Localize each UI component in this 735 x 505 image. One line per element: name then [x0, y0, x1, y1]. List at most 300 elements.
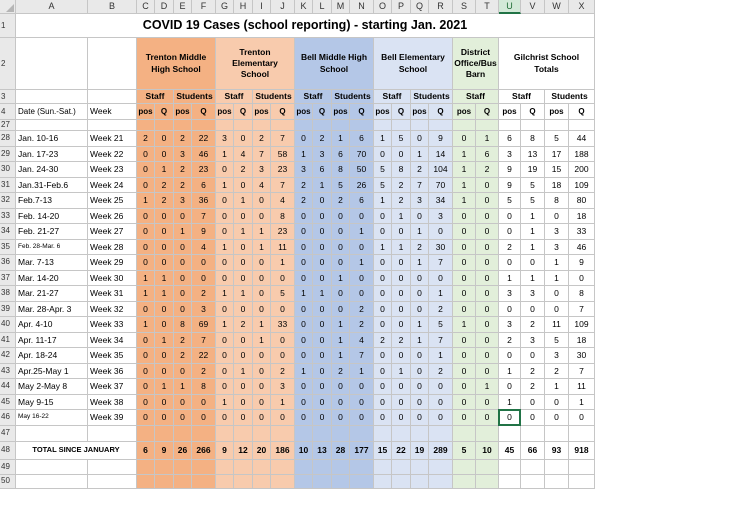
value-cell[interactable]: 0: [216, 271, 234, 287]
value-cell[interactable]: 8: [192, 379, 216, 395]
value-cell[interactable]: 0: [137, 162, 155, 178]
value-cell[interactable]: 23: [271, 224, 295, 240]
value-cell[interactable]: 8: [271, 209, 295, 225]
value-cell[interactable]: 2: [392, 333, 411, 349]
column-header-d[interactable]: D: [155, 0, 174, 14]
empty-cell[interactable]: [137, 475, 155, 489]
value-cell[interactable]: 1: [350, 224, 374, 240]
value-cell[interactable]: 0: [499, 255, 521, 271]
empty-cell[interactable]: [569, 475, 595, 489]
value-cell[interactable]: 0: [234, 255, 253, 271]
column-header-g[interactable]: G: [216, 0, 234, 14]
value-cell[interactable]: 1: [453, 193, 476, 209]
cell-row27[interactable]: [192, 120, 216, 131]
value-cell[interactable]: 2: [192, 286, 216, 302]
total-value-cell[interactable]: 289: [429, 442, 453, 460]
cell-row27[interactable]: [499, 120, 521, 131]
value-cell[interactable]: 1: [411, 224, 429, 240]
row-header[interactable]: 49: [0, 460, 16, 475]
value-cell[interactable]: 0: [174, 209, 192, 225]
value-cell[interactable]: 0: [216, 209, 234, 225]
value-cell[interactable]: 2: [392, 193, 411, 209]
value-cell[interactable]: 0: [374, 271, 392, 287]
value-cell[interactable]: 0: [476, 193, 499, 209]
value-cell[interactable]: 0: [216, 379, 234, 395]
value-cell[interactable]: 1: [521, 240, 545, 256]
value-cell[interactable]: 0: [295, 302, 313, 318]
value-cell[interactable]: 50: [350, 162, 374, 178]
value-cell[interactable]: 0: [295, 348, 313, 364]
value-cell[interactable]: 1: [499, 271, 521, 287]
value-cell[interactable]: 104: [429, 162, 453, 178]
value-cell[interactable]: 1: [521, 224, 545, 240]
value-cell[interactable]: 0: [332, 302, 350, 318]
value-cell[interactable]: 80: [569, 193, 595, 209]
value-cell[interactable]: 3: [521, 286, 545, 302]
week-cell[interactable]: Week 38: [88, 395, 137, 411]
value-cell[interactable]: 0: [499, 224, 521, 240]
empty-cell[interactable]: [216, 475, 234, 489]
value-cell[interactable]: 2: [295, 178, 313, 194]
row-header[interactable]: 50: [0, 475, 16, 489]
value-cell[interactable]: 0: [155, 348, 174, 364]
value-cell[interactable]: 2: [234, 317, 253, 333]
value-cell[interactable]: 0: [374, 302, 392, 318]
empty-cell[interactable]: [429, 475, 453, 489]
date-cell[interactable]: Mar. 21-27: [16, 286, 88, 302]
value-cell[interactable]: 1: [234, 224, 253, 240]
value-cell[interactable]: 6: [313, 162, 332, 178]
date-cell[interactable]: Feb. 28-Mar. 6: [16, 240, 88, 256]
value-cell[interactable]: 17: [545, 147, 569, 163]
cell-row27[interactable]: [313, 120, 332, 131]
value-cell[interactable]: 0: [313, 271, 332, 287]
value-cell[interactable]: 3: [429, 209, 453, 225]
total-value-cell[interactable]: 186: [271, 442, 295, 460]
value-cell[interactable]: 0: [429, 395, 453, 411]
value-cell[interactable]: 9: [429, 131, 453, 147]
value-cell[interactable]: 0: [234, 178, 253, 194]
value-cell[interactable]: 0: [216, 255, 234, 271]
value-cell[interactable]: 0: [253, 193, 271, 209]
row-header[interactable]: 30: [0, 162, 16, 178]
row-header[interactable]: 1: [0, 14, 16, 38]
value-cell[interactable]: 0: [313, 317, 332, 333]
value-cell[interactable]: 0: [332, 240, 350, 256]
empty-cell[interactable]: [271, 475, 295, 489]
cell-row27[interactable]: [476, 120, 499, 131]
total-value-cell[interactable]: 13: [313, 442, 332, 460]
week-cell[interactable]: Week 22: [88, 147, 137, 163]
value-cell[interactable]: 9: [499, 178, 521, 194]
value-cell[interactable]: 1: [234, 193, 253, 209]
week-cell[interactable]: Week 29: [88, 255, 137, 271]
value-cell[interactable]: 8: [392, 162, 411, 178]
value-cell[interactable]: 0: [411, 209, 429, 225]
value-cell[interactable]: 0: [234, 379, 253, 395]
value-cell[interactable]: 5: [374, 178, 392, 194]
value-cell[interactable]: 0: [374, 255, 392, 271]
value-cell[interactable]: 2: [499, 240, 521, 256]
value-cell[interactable]: 0: [476, 240, 499, 256]
value-cell[interactable]: 0: [569, 271, 595, 287]
cell-row27[interactable]: [392, 120, 411, 131]
value-cell[interactable]: 0: [392, 147, 411, 163]
value-cell[interactable]: 6: [499, 131, 521, 147]
value-cell[interactable]: 0: [392, 271, 411, 287]
cell-row27[interactable]: [216, 120, 234, 131]
value-cell[interactable]: 0: [374, 147, 392, 163]
value-cell[interactable]: 0: [216, 302, 234, 318]
value-cell[interactable]: 0: [374, 395, 392, 411]
empty-cell[interactable]: [295, 460, 313, 475]
cell-row27[interactable]: [16, 120, 88, 131]
value-cell[interactable]: 0: [374, 209, 392, 225]
cell-row47[interactable]: [429, 426, 453, 442]
value-cell[interactable]: 4: [253, 178, 271, 194]
value-cell[interactable]: 0: [137, 379, 155, 395]
value-cell[interactable]: 0: [253, 348, 271, 364]
value-cell[interactable]: 0: [174, 364, 192, 380]
value-cell[interactable]: 0: [216, 410, 234, 426]
cell-row27[interactable]: [271, 120, 295, 131]
empty-cell[interactable]: [271, 460, 295, 475]
value-cell[interactable]: 0: [253, 302, 271, 318]
value-cell[interactable]: 3: [521, 333, 545, 349]
row-header[interactable]: 27: [0, 120, 16, 131]
cell-row47[interactable]: [499, 426, 521, 442]
value-cell[interactable]: 7: [271, 178, 295, 194]
value-cell[interactable]: 0: [295, 395, 313, 411]
empty-cell[interactable]: [453, 475, 476, 489]
empty-cell[interactable]: [155, 460, 174, 475]
value-cell[interactable]: 0: [521, 410, 545, 426]
value-cell[interactable]: 6: [192, 178, 216, 194]
row-header[interactable]: 45: [0, 395, 16, 411]
value-cell[interactable]: 2: [271, 364, 295, 380]
value-cell[interactable]: 8: [332, 162, 350, 178]
empty-cell[interactable]: [332, 475, 350, 489]
value-cell[interactable]: 26: [350, 178, 374, 194]
value-cell[interactable]: 2: [476, 162, 499, 178]
empty-cell[interactable]: [476, 475, 499, 489]
row-header[interactable]: 39: [0, 302, 16, 318]
total-value-cell[interactable]: 19: [411, 442, 429, 460]
value-cell[interactable]: 2: [174, 178, 192, 194]
value-cell[interactable]: 8: [545, 193, 569, 209]
value-cell[interactable]: 0: [234, 240, 253, 256]
empty-cell[interactable]: [234, 460, 253, 475]
value-cell[interactable]: 13: [521, 147, 545, 163]
value-cell[interactable]: 1: [499, 364, 521, 380]
value-cell[interactable]: 109: [569, 317, 595, 333]
value-cell[interactable]: 19: [521, 162, 545, 178]
cell-row47[interactable]: [332, 426, 350, 442]
value-cell[interactable]: 0: [174, 255, 192, 271]
row-header[interactable]: 40: [0, 317, 16, 333]
value-cell[interactable]: 0: [545, 286, 569, 302]
cell-row47[interactable]: [476, 426, 499, 442]
week-cell[interactable]: Week 34: [88, 333, 137, 349]
cell-row47[interactable]: [16, 426, 88, 442]
value-cell[interactable]: 3: [545, 240, 569, 256]
value-cell[interactable]: 1: [137, 317, 155, 333]
row-header[interactable]: 36: [0, 255, 16, 271]
value-cell[interactable]: 0: [499, 302, 521, 318]
value-cell[interactable]: 2: [332, 193, 350, 209]
value-cell[interactable]: 0: [521, 348, 545, 364]
empty-cell[interactable]: [374, 475, 392, 489]
value-cell[interactable]: 44: [569, 131, 595, 147]
week-cell[interactable]: Week 36: [88, 364, 137, 380]
value-cell[interactable]: 0: [295, 240, 313, 256]
row-header[interactable]: 38: [0, 286, 16, 302]
value-cell[interactable]: 5: [332, 178, 350, 194]
column-header-u[interactable]: U: [499, 0, 521, 14]
empty-cell[interactable]: [411, 475, 429, 489]
value-cell[interactable]: 0: [374, 348, 392, 364]
value-cell[interactable]: 0: [521, 395, 545, 411]
value-cell[interactable]: 0: [137, 333, 155, 349]
value-cell[interactable]: 0: [137, 209, 155, 225]
total-value-cell[interactable]: 918: [569, 442, 595, 460]
value-cell[interactable]: 2: [234, 162, 253, 178]
column-header-q[interactable]: Q: [411, 0, 429, 14]
value-cell[interactable]: 0: [476, 209, 499, 225]
value-cell[interactable]: 1: [411, 255, 429, 271]
value-cell[interactable]: 0: [350, 271, 374, 287]
value-cell[interactable]: 0: [350, 379, 374, 395]
value-cell[interactable]: 3: [216, 131, 234, 147]
cell-row47[interactable]: [192, 426, 216, 442]
week-cell[interactable]: Week 24: [88, 178, 137, 194]
date-cell[interactable]: Jan. 10-16: [16, 131, 88, 147]
value-cell[interactable]: 0: [499, 348, 521, 364]
value-cell[interactable]: 0: [253, 286, 271, 302]
total-value-cell[interactable]: 22: [392, 442, 411, 460]
value-cell[interactable]: 0: [453, 224, 476, 240]
value-cell[interactable]: 1: [332, 348, 350, 364]
value-cell[interactable]: 1: [216, 317, 234, 333]
value-cell[interactable]: 7: [569, 364, 595, 380]
value-cell[interactable]: 3: [174, 147, 192, 163]
value-cell[interactable]: 0: [253, 410, 271, 426]
date-cell[interactable]: Mar. 7-13: [16, 255, 88, 271]
date-cell[interactable]: Mar. 14-20: [16, 271, 88, 287]
value-cell[interactable]: 0: [476, 364, 499, 380]
value-cell[interactable]: 1: [216, 178, 234, 194]
value-cell[interactable]: 0: [392, 286, 411, 302]
column-header-c[interactable]: C: [137, 0, 155, 14]
value-cell[interactable]: 1: [332, 333, 350, 349]
empty-cell[interactable]: [192, 475, 216, 489]
value-cell[interactable]: 0: [453, 333, 476, 349]
row-header[interactable]: 31: [0, 178, 16, 194]
value-cell[interactable]: 2: [295, 193, 313, 209]
value-cell[interactable]: 6: [350, 131, 374, 147]
value-cell[interactable]: 0: [545, 395, 569, 411]
value-cell[interactable]: 7: [569, 302, 595, 318]
value-cell[interactable]: 1: [374, 131, 392, 147]
date-cell[interactable]: Mar. 28-Apr. 3: [16, 302, 88, 318]
value-cell[interactable]: 0: [392, 317, 411, 333]
value-cell[interactable]: 3: [295, 162, 313, 178]
empty-cell[interactable]: [476, 460, 499, 475]
value-cell[interactable]: 0: [392, 255, 411, 271]
value-cell[interactable]: 2: [313, 131, 332, 147]
week-cell[interactable]: Week 21: [88, 131, 137, 147]
cell-row27[interactable]: [545, 120, 569, 131]
value-cell[interactable]: 0: [332, 255, 350, 271]
value-cell[interactable]: 0: [137, 224, 155, 240]
value-cell[interactable]: 7: [253, 147, 271, 163]
value-cell[interactable]: 0: [392, 410, 411, 426]
value-cell[interactable]: 2: [545, 364, 569, 380]
value-cell[interactable]: 1: [137, 286, 155, 302]
row-header[interactable]: 37: [0, 271, 16, 287]
column-header-i[interactable]: I: [253, 0, 271, 14]
value-cell[interactable]: 7: [192, 333, 216, 349]
value-cell[interactable]: 1: [155, 379, 174, 395]
value-cell[interactable]: 3: [499, 317, 521, 333]
value-cell[interactable]: 0: [253, 379, 271, 395]
value-cell[interactable]: 7: [429, 255, 453, 271]
value-cell[interactable]: 0: [313, 224, 332, 240]
value-cell[interactable]: 5: [545, 333, 569, 349]
value-cell[interactable]: 0: [332, 395, 350, 411]
value-cell[interactable]: 0: [411, 131, 429, 147]
total-value-cell[interactable]: 66: [521, 442, 545, 460]
value-cell[interactable]: 1: [137, 193, 155, 209]
value-cell[interactable]: 1: [234, 364, 253, 380]
total-value-cell[interactable]: 266: [192, 442, 216, 460]
value-cell[interactable]: 0: [350, 395, 374, 411]
value-cell[interactable]: 33: [569, 224, 595, 240]
total-value-cell[interactable]: 45: [499, 442, 521, 460]
value-cell[interactable]: 0: [411, 364, 429, 380]
value-cell[interactable]: 5: [499, 193, 521, 209]
value-cell[interactable]: 0: [137, 410, 155, 426]
column-header-v[interactable]: V: [521, 0, 545, 14]
value-cell[interactable]: 0: [137, 240, 155, 256]
value-cell[interactable]: 0: [499, 379, 521, 395]
value-cell[interactable]: 22: [192, 131, 216, 147]
value-cell[interactable]: 1: [271, 255, 295, 271]
value-cell[interactable]: 0: [155, 147, 174, 163]
value-cell[interactable]: 0: [374, 286, 392, 302]
value-cell[interactable]: 1: [253, 333, 271, 349]
value-cell[interactable]: 0: [476, 178, 499, 194]
value-cell[interactable]: 0: [429, 410, 453, 426]
value-cell[interactable]: 30: [429, 240, 453, 256]
cell-row47[interactable]: [174, 426, 192, 442]
value-cell[interactable]: 0: [453, 302, 476, 318]
value-cell[interactable]: 0: [374, 317, 392, 333]
value-cell[interactable]: 0: [216, 364, 234, 380]
value-cell[interactable]: 0: [271, 410, 295, 426]
value-cell[interactable]: 69: [192, 317, 216, 333]
value-cell[interactable]: 0: [521, 255, 545, 271]
value-cell[interactable]: 0: [137, 147, 155, 163]
date-cell[interactable]: Jan.31-Feb.6: [16, 178, 88, 194]
value-cell[interactable]: 1: [453, 317, 476, 333]
value-cell[interactable]: 1: [155, 162, 174, 178]
value-cell[interactable]: 0: [313, 255, 332, 271]
empty-cell[interactable]: [521, 475, 545, 489]
value-cell[interactable]: 0: [476, 348, 499, 364]
value-cell[interactable]: 9: [192, 224, 216, 240]
value-cell[interactable]: 109: [569, 178, 595, 194]
value-cell[interactable]: 5: [429, 317, 453, 333]
value-cell[interactable]: 0: [332, 224, 350, 240]
total-value-cell[interactable]: 177: [350, 442, 374, 460]
value-cell[interactable]: 0: [411, 286, 429, 302]
value-cell[interactable]: 0: [234, 209, 253, 225]
value-cell[interactable]: 1: [332, 131, 350, 147]
value-cell[interactable]: 0: [453, 255, 476, 271]
value-cell[interactable]: 0: [155, 395, 174, 411]
value-cell[interactable]: 7: [350, 348, 374, 364]
empty-cell[interactable]: [234, 475, 253, 489]
value-cell[interactable]: 0: [155, 364, 174, 380]
value-cell[interactable]: 2: [521, 379, 545, 395]
value-cell[interactable]: 5: [521, 193, 545, 209]
value-cell[interactable]: 1: [429, 286, 453, 302]
empty-cell[interactable]: [411, 460, 429, 475]
cell-row47[interactable]: [521, 426, 545, 442]
value-cell[interactable]: 0: [216, 333, 234, 349]
week-cell[interactable]: Week 35: [88, 348, 137, 364]
cell-row47[interactable]: [392, 426, 411, 442]
value-cell[interactable]: 1: [569, 395, 595, 411]
value-cell[interactable]: 2: [521, 317, 545, 333]
value-cell[interactable]: 0: [155, 302, 174, 318]
week-cell[interactable]: Week 26: [88, 209, 137, 225]
value-cell[interactable]: 0: [429, 224, 453, 240]
cell-row47[interactable]: [137, 426, 155, 442]
value-cell[interactable]: 1: [411, 147, 429, 163]
value-cell[interactable]: 0: [313, 395, 332, 411]
value-cell[interactable]: 5: [521, 178, 545, 194]
cell-row47[interactable]: [569, 426, 595, 442]
value-cell[interactable]: 0: [234, 395, 253, 411]
date-cell[interactable]: Apr.25-May 1: [16, 364, 88, 380]
value-cell[interactable]: 1: [313, 178, 332, 194]
week-cell[interactable]: Week 28: [88, 240, 137, 256]
value-cell[interactable]: 0: [350, 240, 374, 256]
value-cell[interactable]: 1: [521, 209, 545, 225]
date-cell[interactable]: Jan. 17-23: [16, 147, 88, 163]
value-cell[interactable]: 0: [174, 271, 192, 287]
value-cell[interactable]: 1: [429, 348, 453, 364]
value-cell[interactable]: 0: [295, 209, 313, 225]
cell-row47[interactable]: [313, 426, 332, 442]
value-cell[interactable]: 7: [429, 333, 453, 349]
value-cell[interactable]: 0: [313, 410, 332, 426]
empty-cell[interactable]: [499, 475, 521, 489]
date-cell[interactable]: Feb. 14-20: [16, 209, 88, 225]
value-cell[interactable]: 0: [411, 348, 429, 364]
row-header[interactable]: 44: [0, 379, 16, 395]
date-cell[interactable]: Apr. 18-24: [16, 348, 88, 364]
value-cell[interactable]: 0: [476, 333, 499, 349]
value-cell[interactable]: 11: [569, 379, 595, 395]
value-cell[interactable]: 8: [569, 286, 595, 302]
column-header-l[interactable]: L: [313, 0, 332, 14]
value-cell[interactable]: 0: [332, 410, 350, 426]
value-cell[interactable]: 3: [411, 193, 429, 209]
select-all-corner[interactable]: [0, 0, 16, 14]
